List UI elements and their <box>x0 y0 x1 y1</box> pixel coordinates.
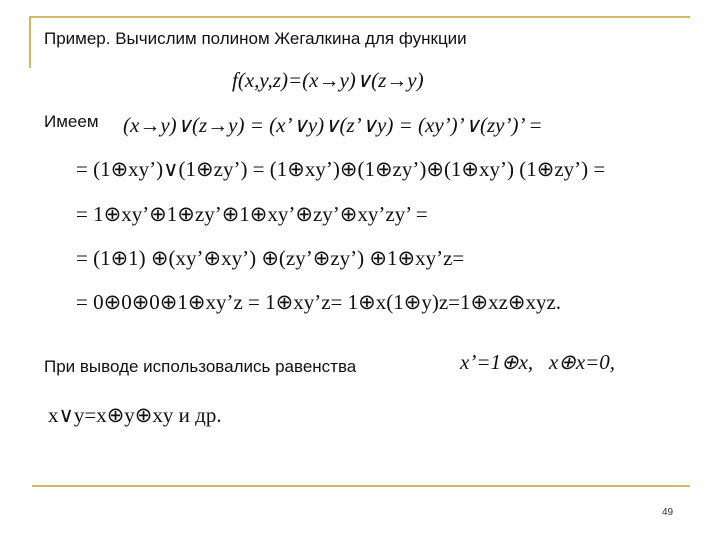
equation-line-3: = 1⊕xy’⊕1⊕zy’⊕1⊕xy’⊕zy’⊕xy’zy’ = <box>76 202 428 226</box>
equation-line-2: = (1⊕xy’)∨(1⊕zy’) = (1⊕xy’)⊕(1⊕zy’)⊕(1⊕xy’) (1⊕zy’) = <box>76 157 606 181</box>
equation-line-4: = (1⊕1) ⊕(xy’⊕xy’) ⊕(zy’⊕zy’) ⊕1⊕xy’z= <box>76 246 465 270</box>
disjunction-formula: x∨y=x⊕y⊕xy и др. <box>48 403 222 427</box>
frame-top-line <box>29 16 690 18</box>
frame-bottom-line <box>32 485 690 487</box>
have-label: Имеем <box>44 112 99 131</box>
equalities-formula: x’=1⊕x, x⊕x=0, <box>460 350 616 374</box>
frame-left-line <box>29 16 31 68</box>
function-definition: f(x,y,z)=(x→y)∨(z→y) <box>232 68 424 92</box>
equation-line-1: (x→y)∨(z→y) = (x’∨y)∨(z’∨y) = (xy’)’∨(zy’)’ = <box>123 113 543 137</box>
equalities-label: При выводе использовались равенства <box>44 357 357 376</box>
slide-title: Пример. Вычислим полином Жегалкина для функции <box>44 29 467 48</box>
page-number: 49 <box>662 507 674 518</box>
equation-line-5: = 0⊕0⊕0⊕1⊕xy’z = 1⊕xy’z= 1⊕x(1⊕y)z=1⊕xz⊕xyz. <box>76 290 562 314</box>
